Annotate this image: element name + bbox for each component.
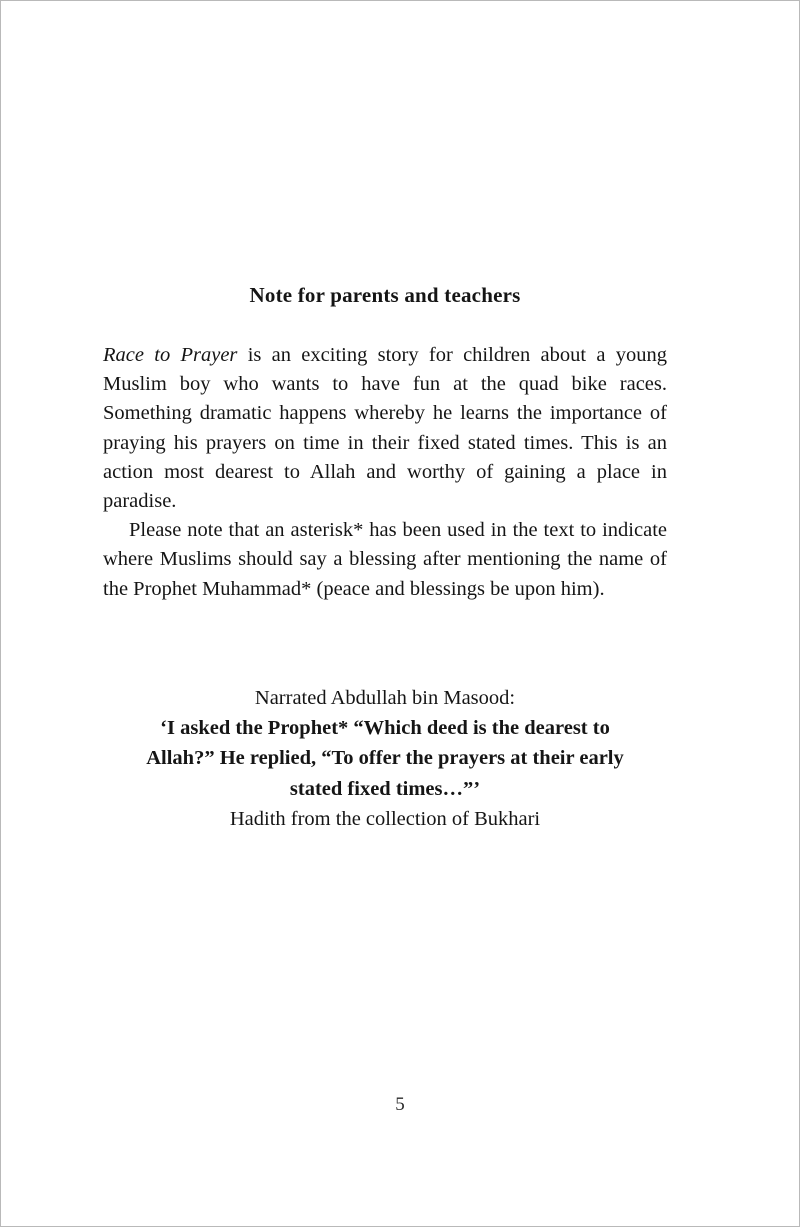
page-number: 5	[395, 1094, 405, 1115]
hadith-narrator: Narrated Abdullah bin Masood:	[254, 686, 516, 709]
hadith-quote: ‘I asked the Prophet* “Which deed is the dearest to Allah?” He replied, “To offer the prayers at their early stated fixed times…”’	[146, 716, 624, 800]
page-content	[103, 1, 667, 834]
hadith-source: Hadith from the collection of Bukhari	[229, 808, 541, 831]
intro-paragraph-text: is an exciting story for children about a young Muslim boy who wants to have fun at the quad bike races. Something dramatic happens whereby he learns the importance of praying his prayers on time in their fixed stated times. This is an action most dearest to Allah and worthy of gaining a place in paradise.	[103, 344, 667, 513]
page-title: Note for parents and teachers	[249, 283, 521, 307]
hadith-block	[103, 604, 667, 835]
intro-paragraph	[103, 308, 667, 516]
book-title-italic: Race to Prayer	[103, 344, 238, 366]
asterisk-note-paragraph: Please note that an asterisk* has been used in the text to indicate where Muslims should say a blessing after mentioning the name of the Prophet Muhammad* (peace and blessings be upon him).	[103, 519, 667, 600]
